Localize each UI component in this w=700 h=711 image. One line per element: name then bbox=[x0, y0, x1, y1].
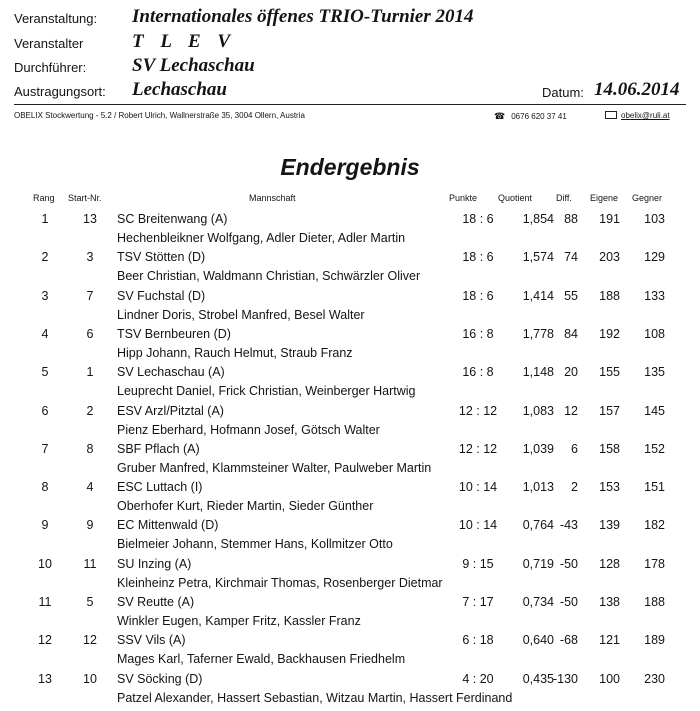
own-score: 192 bbox=[599, 326, 620, 341]
email-address[interactable] bbox=[605, 111, 670, 120]
difference: 2 bbox=[571, 480, 578, 495]
difference: -50 bbox=[559, 556, 578, 571]
phone-icon: ☎ bbox=[494, 111, 506, 121]
difference: 74 bbox=[564, 250, 578, 265]
difference: 6 bbox=[571, 441, 578, 456]
rank: 1 bbox=[41, 212, 49, 226]
quotient: 1,083 bbox=[522, 403, 554, 418]
software-credit: OBELIX Stockwertung - 5.2 / Robert Ulrich, Wallnerstraße 35, 3004 Ollern, Austria bbox=[14, 111, 305, 120]
rank: 2 bbox=[41, 250, 49, 265]
table-row bbox=[0, 633, 700, 671]
own-score: 153 bbox=[599, 480, 620, 495]
austragungsort-label: Austragungsort: bbox=[14, 84, 106, 99]
table-row bbox=[0, 557, 700, 595]
start-number: 4 bbox=[86, 480, 94, 495]
opponent-score: 152 bbox=[644, 441, 665, 456]
col-start: Start-Nr. bbox=[68, 193, 102, 203]
own-score: 188 bbox=[599, 288, 620, 303]
opponent-score: 129 bbox=[644, 250, 665, 265]
own-score: 158 bbox=[599, 441, 620, 456]
team-name: EC Mittenwald (D) bbox=[117, 518, 219, 533]
table-row bbox=[0, 518, 700, 556]
rank: 7 bbox=[41, 441, 49, 456]
points: 6 : 18 bbox=[462, 633, 494, 648]
veranstalter-value: T L E V bbox=[132, 31, 237, 52]
points: 10 : 14 bbox=[458, 480, 498, 495]
opponent-score: 178 bbox=[644, 556, 665, 571]
players: Oberhofer Kurt, Rieder Martin, Sieder Günther bbox=[117, 499, 374, 514]
opponent-score: 188 bbox=[644, 595, 665, 609]
datum-value: 14.06.2014 bbox=[594, 79, 680, 100]
points: 7 : 17 bbox=[462, 595, 494, 609]
quotient: 1,013 bbox=[522, 480, 554, 495]
header-divider bbox=[14, 104, 686, 105]
table-row bbox=[0, 327, 700, 365]
points: 18 : 6 bbox=[462, 212, 494, 226]
own-score: 100 bbox=[599, 671, 620, 686]
team-name: ESC Luttach (I) bbox=[117, 480, 203, 495]
team-name: SV Söcking (D) bbox=[117, 671, 203, 686]
team-name: TSV Bernbeuren (D) bbox=[117, 326, 231, 341]
veranstaltung-value: Internationales öffenes TRIO-Turnier 2014 bbox=[132, 6, 474, 27]
page-title: Endergebnis bbox=[280, 154, 420, 180]
difference: 84 bbox=[564, 326, 578, 341]
points: 4 : 20 bbox=[462, 671, 494, 686]
email-text[interactable]: obelix@ruli.at bbox=[621, 111, 670, 120]
phone-number bbox=[494, 111, 567, 122]
team-name: SV Reutte (A) bbox=[117, 595, 195, 609]
team-name: SV Fuchstal (D) bbox=[117, 288, 206, 303]
start-number: 9 bbox=[86, 518, 94, 533]
start-number: 1 bbox=[86, 365, 94, 380]
points: 16 : 8 bbox=[462, 326, 494, 341]
veranstalter-label: Veranstalter bbox=[14, 36, 84, 51]
phone-text: 0676 620 37 41 bbox=[511, 112, 567, 121]
points: 18 : 6 bbox=[462, 250, 494, 265]
table-row bbox=[0, 212, 700, 250]
col-mannschaft: Mannschaft bbox=[249, 193, 296, 203]
players: Leuprecht Daniel, Frick Christian, Weinberger Hartwig bbox=[117, 384, 416, 399]
opponent-score: 108 bbox=[644, 326, 665, 341]
players: Patzel Alexander, Hassert Sebastian, Witzau Martin, Hassert Ferdinand bbox=[117, 690, 513, 705]
players: Pienz Eberhard, Hofmann Josef, Götsch Walter bbox=[117, 422, 380, 437]
players: Mages Karl, Taferner Ewald, Backhausen Friedhelm bbox=[117, 652, 406, 667]
players: Hipp Johann, Rauch Helmut, Straub Franz bbox=[117, 345, 353, 360]
start-number: 7 bbox=[86, 288, 94, 303]
players: Winkler Eugen, Kamper Fritz, Kassler Franz bbox=[117, 614, 361, 628]
own-score: 191 bbox=[599, 212, 620, 226]
start-number: 12 bbox=[83, 633, 97, 648]
table-row bbox=[0, 289, 700, 327]
opponent-score: 151 bbox=[644, 480, 665, 495]
own-score: 138 bbox=[599, 595, 620, 609]
envelope-icon bbox=[605, 111, 617, 119]
col-rang: Rang bbox=[33, 193, 55, 203]
team-name: SV Lechaschau (A) bbox=[117, 365, 225, 380]
rank: 4 bbox=[41, 326, 49, 341]
quotient: 1,414 bbox=[522, 288, 554, 303]
table-row bbox=[0, 442, 700, 480]
rank: 9 bbox=[41, 518, 49, 533]
players: Lindner Doris, Strobel Manfred, Besel Walter bbox=[117, 307, 365, 322]
quotient: 1,854 bbox=[522, 212, 554, 226]
own-score: 139 bbox=[599, 518, 620, 533]
points: 18 : 6 bbox=[462, 288, 494, 303]
rank: 3 bbox=[41, 288, 49, 303]
own-score: 121 bbox=[599, 633, 620, 648]
col-punkte: Punkte bbox=[449, 193, 478, 203]
durchfuehrer-label: Durchführer: bbox=[14, 60, 87, 75]
rank: 11 bbox=[38, 595, 52, 609]
table-row bbox=[0, 404, 700, 442]
points: 16 : 8 bbox=[462, 365, 494, 380]
team-name: SBF Pflach (A) bbox=[117, 441, 200, 456]
datum-label: Datum: bbox=[542, 85, 584, 100]
difference: -68 bbox=[559, 633, 578, 648]
quotient: 1,148 bbox=[522, 365, 554, 380]
start-number: 6 bbox=[86, 326, 94, 341]
start-number: 5 bbox=[86, 595, 94, 609]
own-score: 203 bbox=[599, 250, 620, 265]
opponent-score: 135 bbox=[644, 365, 665, 380]
team-name: SU Inzing (A) bbox=[117, 556, 192, 571]
table-row bbox=[0, 595, 700, 633]
opponent-score: 230 bbox=[644, 671, 665, 686]
players: Kleinheinz Petra, Kirchmair Thomas, Rosenberger Dietmar bbox=[117, 575, 443, 590]
rank: 10 bbox=[38, 556, 52, 571]
quotient: 0,719 bbox=[522, 556, 554, 571]
difference: -43 bbox=[559, 518, 578, 533]
team-name: SC Breitenwang (A) bbox=[117, 212, 228, 226]
rank: 12 bbox=[38, 633, 52, 648]
players: Hechenbleikner Wolfgang, Adler Dieter, Adler Martin bbox=[117, 231, 406, 245]
points: 10 : 14 bbox=[458, 518, 498, 533]
quotient: 1,039 bbox=[522, 441, 554, 456]
durchfuehrer-value: SV Lechaschau bbox=[132, 55, 255, 76]
rank: 8 bbox=[41, 480, 49, 495]
austragungsort-value: Lechaschau bbox=[132, 79, 227, 100]
opponent-score: 182 bbox=[644, 518, 665, 533]
points: 12 : 12 bbox=[458, 403, 498, 418]
players: Bielmeier Johann, Stemmer Hans, Kollmitzer Otto bbox=[117, 537, 393, 552]
quotient: 0,640 bbox=[522, 633, 554, 648]
col-quotient: Quotient bbox=[498, 193, 533, 203]
difference: -50 bbox=[559, 595, 578, 609]
points: 9 : 15 bbox=[462, 556, 494, 571]
points: 12 : 12 bbox=[458, 441, 498, 456]
rank: 13 bbox=[38, 671, 52, 686]
quotient: 1,574 bbox=[522, 250, 554, 265]
start-number: 11 bbox=[83, 556, 97, 571]
opponent-score: 133 bbox=[644, 288, 665, 303]
veranstaltung-label: Veranstaltung: bbox=[14, 11, 98, 26]
table-row bbox=[0, 672, 700, 710]
own-score: 155 bbox=[599, 365, 620, 380]
start-number: 3 bbox=[86, 250, 94, 265]
quotient: 0,435 bbox=[522, 671, 554, 686]
difference: 88 bbox=[564, 212, 578, 226]
table-row bbox=[0, 365, 700, 403]
start-number: 10 bbox=[83, 671, 97, 686]
team-name: TSV Stötten (D) bbox=[117, 250, 206, 265]
col-eigene: Eigene bbox=[590, 193, 619, 203]
opponent-score: 103 bbox=[644, 212, 665, 226]
start-number: 13 bbox=[83, 212, 97, 226]
difference: 12 bbox=[564, 403, 578, 418]
quotient: 0,734 bbox=[522, 595, 554, 609]
difference: 55 bbox=[564, 288, 578, 303]
rank: 6 bbox=[41, 403, 49, 418]
difference: 20 bbox=[564, 365, 578, 380]
own-score: 157 bbox=[599, 403, 620, 418]
own-score: 128 bbox=[599, 556, 620, 571]
quotient: 1,778 bbox=[522, 326, 554, 341]
players: Beer Christian, Waldmann Christian, Schwärzler Oliver bbox=[117, 269, 421, 284]
team-name: SSV Vils (A) bbox=[117, 633, 186, 648]
start-number: 8 bbox=[86, 441, 94, 456]
col-diff: Diff. bbox=[556, 193, 572, 203]
table-row bbox=[0, 250, 700, 288]
rank: 5 bbox=[41, 365, 49, 380]
quotient: 0,764 bbox=[522, 518, 554, 533]
difference: -130 bbox=[552, 671, 578, 686]
start-number: 2 bbox=[86, 403, 94, 418]
team-name: ESV Arzl/Pitztal (A) bbox=[117, 403, 224, 418]
opponent-score: 145 bbox=[644, 403, 665, 418]
table-row bbox=[0, 480, 700, 518]
players: Gruber Manfred, Klammsteiner Walter, Paulweber Martin bbox=[117, 460, 432, 475]
opponent-score: 189 bbox=[644, 633, 665, 648]
col-gegner: Gegner bbox=[632, 193, 663, 203]
